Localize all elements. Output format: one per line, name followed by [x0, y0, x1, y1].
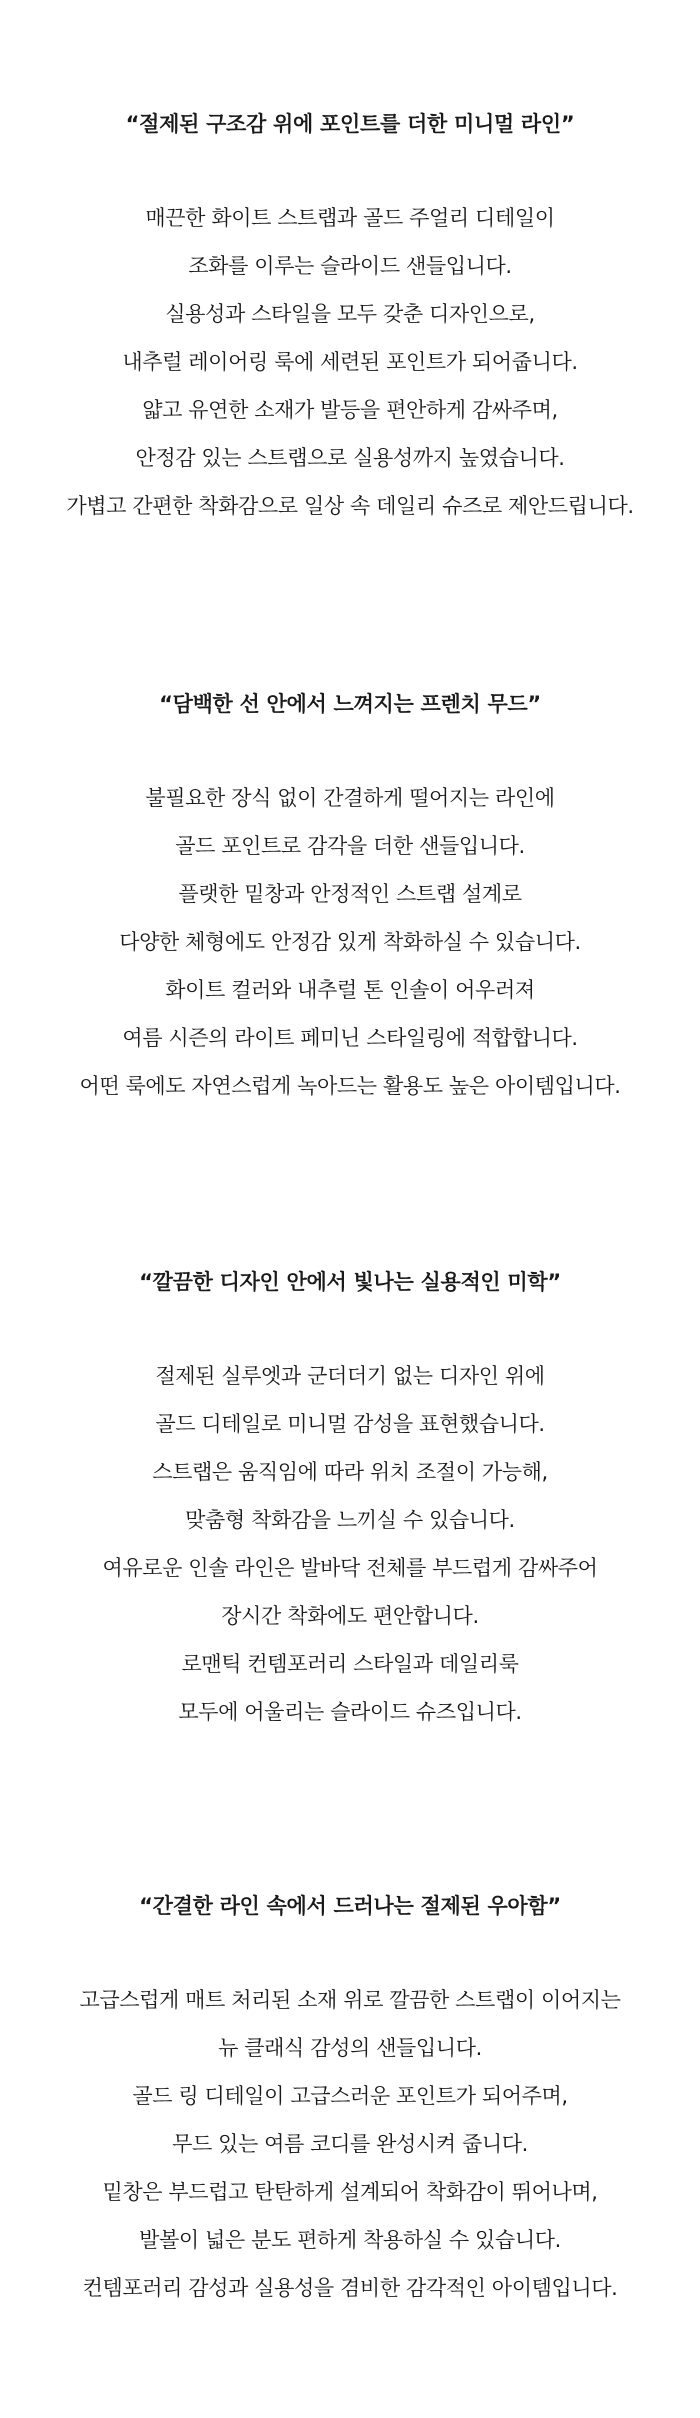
body-line: 장시간 착화에도 편안합니다. [221, 1604, 479, 1628]
description-section-1 [0, 108, 700, 530]
section-body [0, 1976, 700, 2312]
body-line: 절제된 실루엣과 군더더기 없는 디자인 위에 [155, 1364, 545, 1388]
body-line: 다양한 체형에도 안정감 있게 착화하실 수 있습니다. [119, 930, 581, 954]
section-body [0, 1352, 700, 1736]
body-line: 컨템포러리 감성과 실용성을 겸비한 감각적인 아이템입니다. [82, 2276, 618, 2300]
body-line: 밑창은 부드럽고 탄탄하게 설계되어 착화감이 뛰어나며, [102, 2180, 598, 2204]
body-line: 모두에 어울리는 슬라이드 슈즈입니다. [178, 1700, 522, 1724]
description-section-4 [0, 1890, 700, 2312]
body-line: 어떤 룩에도 자연스럽게 녹아드는 활용도 높은 아이템입니다. [79, 1074, 621, 1098]
body-line: 여름 시즌의 라이트 페미닌 스타일링에 적합합니다. [122, 1026, 578, 1050]
body-line: 가볍고 간편한 착화감으로 일상 속 데일리 슈즈로 제안드립니다. [66, 494, 634, 518]
description-section-2 [0, 688, 700, 1110]
body-line: 불필요한 장식 없이 간결하게 떨어지는 라인에 [145, 786, 555, 810]
body-line: 골드 디테일로 미니멀 감성을 표현했습니다. [155, 1412, 545, 1436]
body-line: 여유로운 인솔 라인은 발바닥 전체를 부드럽게 감싸주어 [102, 1556, 598, 1580]
body-line: 스트랩은 움직임에 따라 위치 조절이 가능해, [152, 1460, 548, 1484]
section-heading: “간결한 라인 속에서 드러나는 절제된 우아함” [139, 1894, 561, 1918]
body-line: 골드 링 디테일이 고급스러운 포인트가 되어주며, [132, 2084, 568, 2108]
body-line: 맞춤형 착화감을 느끼실 수 있습니다. [185, 1508, 515, 1532]
body-line: 골드 포인트로 감각을 더한 샌들입니다. [175, 834, 525, 858]
body-line: 내추럴 레이어링 룩에 세련된 포인트가 되어줍니다. [122, 350, 578, 374]
body-line: 플랫한 밑창과 안정적인 스트랩 설계로 [178, 882, 522, 906]
body-line: 안정감 있는 스트랩으로 실용성까지 높였습니다. [135, 446, 565, 470]
body-line: 로맨틱 컨템포러리 스타일과 데일리룩 [181, 1652, 519, 1676]
description-section-3 [0, 1266, 700, 1736]
body-line: 무드 있는 여름 코디를 완성시켜 줍니다. [172, 2132, 528, 2156]
body-line: 화이트 컬러와 내추럴 톤 인솔이 어우러져 [165, 978, 535, 1002]
body-line: 발볼이 넓은 분도 편하게 착용하실 수 있습니다. [139, 2228, 561, 2252]
body-line: 매끈한 화이트 스트랩과 골드 주얼리 디테일이 [145, 206, 555, 230]
body-line: 조화를 이루는 슬라이드 샌들입니다. [188, 254, 512, 278]
body-line: 고급스럽게 매트 처리된 소재 위로 깔끔한 스트랩이 이어지는 [79, 1988, 621, 2012]
body-line: 실용성과 스타일을 모두 갖춘 디자인으로, [165, 302, 535, 326]
section-heading: “깔끔한 디자인 안에서 빛나는 실용적인 미학” [139, 1270, 561, 1294]
section-body [0, 194, 700, 530]
section-heading: “절제된 구조감 위에 포인트를 더한 미니멀 라인” [125, 112, 575, 136]
body-line: 뉴 클래식 감성의 샌들입니다. [218, 2036, 482, 2060]
section-heading: “담백한 선 안에서 느껴지는 프렌치 무드” [159, 692, 541, 716]
body-line: 얇고 유연한 소재가 발등을 편안하게 감싸주며, [142, 398, 558, 422]
section-body [0, 774, 700, 1110]
